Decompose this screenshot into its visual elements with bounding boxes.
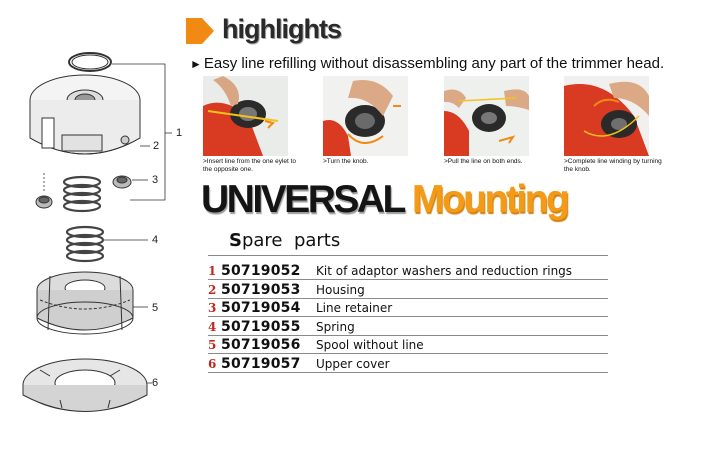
diagram-label-2: 2 — [153, 140, 160, 152]
spare-parts-list — [208, 255, 608, 373]
insert-line-photo — [203, 76, 288, 156]
part-description: Kit of adaptor washers and reduction rings — [316, 264, 573, 278]
spring-part — [67, 227, 103, 261]
part-description: Housing — [316, 282, 365, 297]
part-description: Spring — [316, 319, 355, 334]
spool-part — [37, 272, 133, 334]
part-code: 50719056 — [221, 337, 301, 353]
part-number: 1 — [208, 264, 217, 278]
step-2 — [323, 76, 433, 166]
part-row — [208, 354, 608, 373]
step-1-caption: >Insert line from the one eylet to the opposite one. — [203, 158, 297, 173]
universal-mounting-banner — [201, 178, 567, 222]
pull-line-photo — [444, 76, 529, 156]
trimmer-head-drawing — [0, 0, 200, 454]
part-number: 5 — [208, 338, 217, 352]
diagram-label-3: 3 — [152, 174, 159, 186]
part-row — [208, 317, 608, 336]
diagram-label-1: 1 — [176, 127, 183, 139]
wind-line-photo — [564, 76, 649, 156]
part-number: 4 — [208, 319, 217, 334]
part-code: 50719057 — [221, 355, 301, 372]
turn-knob-photo — [323, 76, 408, 156]
part-number: 3 — [208, 301, 217, 315]
diagram-label-6: 6 — [152, 377, 159, 389]
step-3-caption: >Pull the line on both ends. — [444, 158, 523, 165]
part-number: 2 — [208, 282, 217, 297]
mounting-word: Mounting — [411, 178, 568, 221]
spare-parts-title-initial: S — [229, 230, 242, 251]
part-code: 50719055 — [221, 318, 301, 335]
part-description: Spool without line — [316, 338, 424, 352]
upper-cover-part — [23, 359, 147, 412]
o-ring — [69, 53, 111, 71]
universal-word: UNIVERSAL — [201, 178, 404, 221]
part-code: 50719052 — [221, 263, 301, 279]
highlights-arrow-icon — [186, 18, 214, 49]
diagram-label-5: 5 — [152, 302, 159, 314]
part-code: 50719054 — [221, 300, 301, 316]
part-row — [208, 336, 608, 355]
highlights-description — [190, 55, 664, 72]
part-number: 6 — [208, 356, 217, 371]
part-description: Line retainer — [316, 301, 393, 315]
highlights-title: highlights — [222, 14, 341, 44]
step-4 — [564, 76, 674, 174]
part-row — [208, 280, 608, 299]
spare-parts-title — [229, 230, 340, 251]
part-code: 50719053 — [221, 281, 301, 298]
part-row — [208, 299, 608, 318]
exploded-diagram — [0, 0, 200, 454]
part-row — [208, 255, 608, 280]
bullet-triangle-icon: ► — [190, 57, 202, 71]
step-2-caption: >Turn the knob. — [323, 158, 369, 165]
inner-spring — [64, 177, 100, 211]
step-3 — [444, 76, 554, 166]
diagram-label-4: 4 — [152, 234, 159, 246]
housing-part — [30, 75, 140, 154]
spare-parts-title-rest: pare parts — [241, 230, 341, 251]
part-description: Upper cover — [316, 356, 390, 371]
step-4-caption: >Complete line winding by turning the knob. — [564, 158, 662, 173]
step-1 — [203, 76, 313, 174]
highlights-description-text: Easy line refilling without disassembling any part of the trimmer head. — [203, 55, 665, 72]
